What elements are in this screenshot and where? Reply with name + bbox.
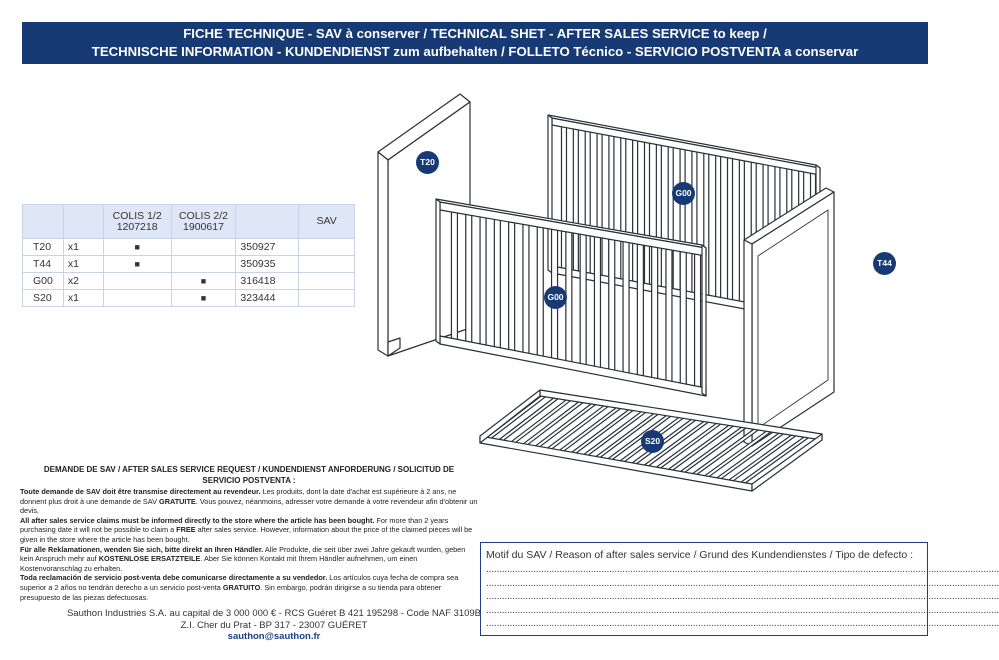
part-badge-t20: T20	[416, 151, 439, 174]
header-sav: SAV	[299, 205, 355, 239]
slat	[480, 217, 486, 346]
end-panel-t44	[744, 188, 834, 446]
table-row	[23, 273, 355, 290]
sav-cell	[299, 256, 355, 273]
crib-drawing-svg	[360, 80, 835, 500]
company-email-link[interactable]: sauthon@sauthon.fr	[227, 631, 321, 642]
slat	[537, 227, 543, 357]
slat	[728, 157, 733, 300]
slat	[716, 155, 721, 298]
sav-text-en: All after sales service claims must be informed directly to the store where the article has been bought. For more than 2 years purchasing date it will not be possible to claim a FREE after sales service. However, information about the price of the claimed pieces will be given in the store where the article has been bought.	[20, 515, 473, 544]
table-row	[23, 256, 355, 273]
sav-reason-box	[480, 542, 999, 636]
colis-1-mark: ■	[103, 239, 171, 256]
sav-cell	[299, 239, 355, 256]
parts-table-header	[23, 205, 355, 239]
slat	[573, 129, 578, 272]
colis-2-mark	[171, 239, 236, 256]
slat	[637, 244, 643, 377]
part-qty: x1	[63, 290, 103, 307]
slat	[580, 234, 586, 365]
company-address: Z.I. Cher du Prat - BP 317 - 23007 GUÉRET	[180, 619, 368, 631]
slat	[644, 142, 649, 285]
part-qty: x2	[63, 273, 103, 290]
slat	[509, 222, 515, 352]
header-ref	[23, 205, 64, 239]
part-ref: S20	[23, 290, 64, 307]
slat	[523, 224, 529, 354]
top-rail	[552, 118, 820, 175]
colis-1-mark	[103, 273, 171, 290]
parts-table	[22, 204, 355, 307]
sav-text-es: Toda reclamación de servicio post-venta debe comunicarse directamente a su vendedor. Los artículos cuya fecha de compra sea superior a 2 años no tendrán derecho a un servicio post-venta GRATUITO. Sin embargo, podrán dirigirse a su tienda para obtener presupuesto de las piezas defectuosas.	[20, 573, 459, 602]
part-ref: T44	[23, 256, 64, 273]
header-qty	[63, 205, 103, 239]
header-code	[236, 205, 299, 239]
slat	[609, 239, 615, 371]
part-badge-g00-back: G00	[672, 182, 695, 205]
part-badge-s20: S20	[641, 430, 664, 453]
company-info	[20, 608, 528, 643]
sav-reason-line[interactable]: ....................................................................................................................................................................................................	[486, 576, 999, 589]
sav-cell	[299, 290, 355, 307]
end-post	[436, 199, 440, 344]
colis-2-mark: ■	[171, 273, 236, 290]
sav-reason-label: Motif du SAV / Reason of after sales service / Grund des Kundendienstes / Tipo de defecto :	[486, 549, 914, 561]
base-slat	[693, 424, 765, 474]
header-colis-1: COLIS 1/2 1207218	[103, 205, 171, 239]
table-row	[23, 239, 355, 256]
sav-request-title: DEMANDE DE SAV / AFTER SALES SERVICE REQUEST / KUNDENDIENST ANFORDERUNG / SOLICITUD DE SERVICIO POSTVENTA :	[43, 465, 455, 485]
part-code: 350935	[236, 256, 299, 273]
table-row	[23, 290, 355, 307]
slat	[451, 212, 457, 341]
colis-2-mark: ■	[171, 290, 236, 307]
part-ref: G00	[23, 273, 64, 290]
part-qty: x1	[63, 256, 103, 273]
slat	[466, 214, 472, 343]
part-badge-t44: T44	[873, 252, 896, 275]
slat	[594, 236, 600, 368]
slat	[623, 241, 629, 373]
page-header	[22, 22, 928, 64]
side-rail-g00-front	[436, 199, 706, 396]
part-code: 323444	[236, 290, 299, 307]
sav-cell	[299, 273, 355, 290]
slat	[494, 219, 500, 349]
header-colis-2: COLIS 2/2 1900617	[171, 205, 236, 239]
slat	[652, 246, 658, 379]
part-qty: x1	[63, 239, 103, 256]
part-code: 350927	[236, 239, 299, 256]
colis-1-mark: ■	[103, 256, 171, 273]
header-line-1: FICHE TECHNIQUE - SAV à conserver / TECHNICAL SHET - AFTER SALES SERVICE to keep /	[183, 26, 767, 41]
sav-text-fr: Toute demande de SAV doit être transmise directement au revendeur. Les produits, dont la date d'achat est supérieure à 2 ans, ne donnent plus droit à une demande de SAV GRATUITE. Vous pouvez, néanmoins, adresser votre demande à votre revendeur afin d'obtenir un devis.	[20, 487, 478, 516]
slat	[680, 251, 686, 385]
sav-reason-line[interactable]: ....................................................................................................................................................................................................	[486, 617, 999, 630]
slat	[695, 254, 701, 388]
end-post	[702, 245, 706, 396]
company-legal: Sauthon Industries S.A. au capital de 3 000 000 € - RCS Guéret B 421 195298 - Code NAF 3109B	[66, 608, 482, 619]
header-line-2: TECHNISCHE INFORMATION - KUNDENDIENST zum aufbehalten / FOLLETO Técnico - SERVICIO POSTVENTA a conservar	[91, 44, 859, 59]
slat	[666, 249, 672, 382]
colis-1-mark	[103, 290, 171, 307]
sav-reason-line[interactable]: ....................................................................................................................................................................................................	[486, 590, 999, 603]
part-ref: T20	[23, 239, 64, 256]
sav-request-info	[20, 465, 478, 602]
sav-reason-line[interactable]: ....................................................................................................................................................................................................	[486, 563, 999, 575]
sav-text-de: Für alle Reklamationen, wenden Sie sich, bitte direkt an Ihren Händler. Alle Produkte, die seit über zwei Jahre gekauft wurden, geben kein Anspruch mehr auf KOSTENLOSE ERSATZTEILE. Aber Sie können Kontakt mit Ihrem Händler aufnehmen, um einen Kostenvoranschlag zu erhalten.	[20, 544, 466, 573]
base-slat	[705, 426, 777, 476]
part-code: 316418	[236, 273, 299, 290]
sav-reason-line[interactable]: ....................................................................................................................................................................................................	[486, 603, 999, 616]
colis-2-mark	[171, 256, 236, 273]
crib-exploded-drawing	[360, 80, 892, 505]
part-badge-g00-front: G00	[544, 286, 567, 309]
